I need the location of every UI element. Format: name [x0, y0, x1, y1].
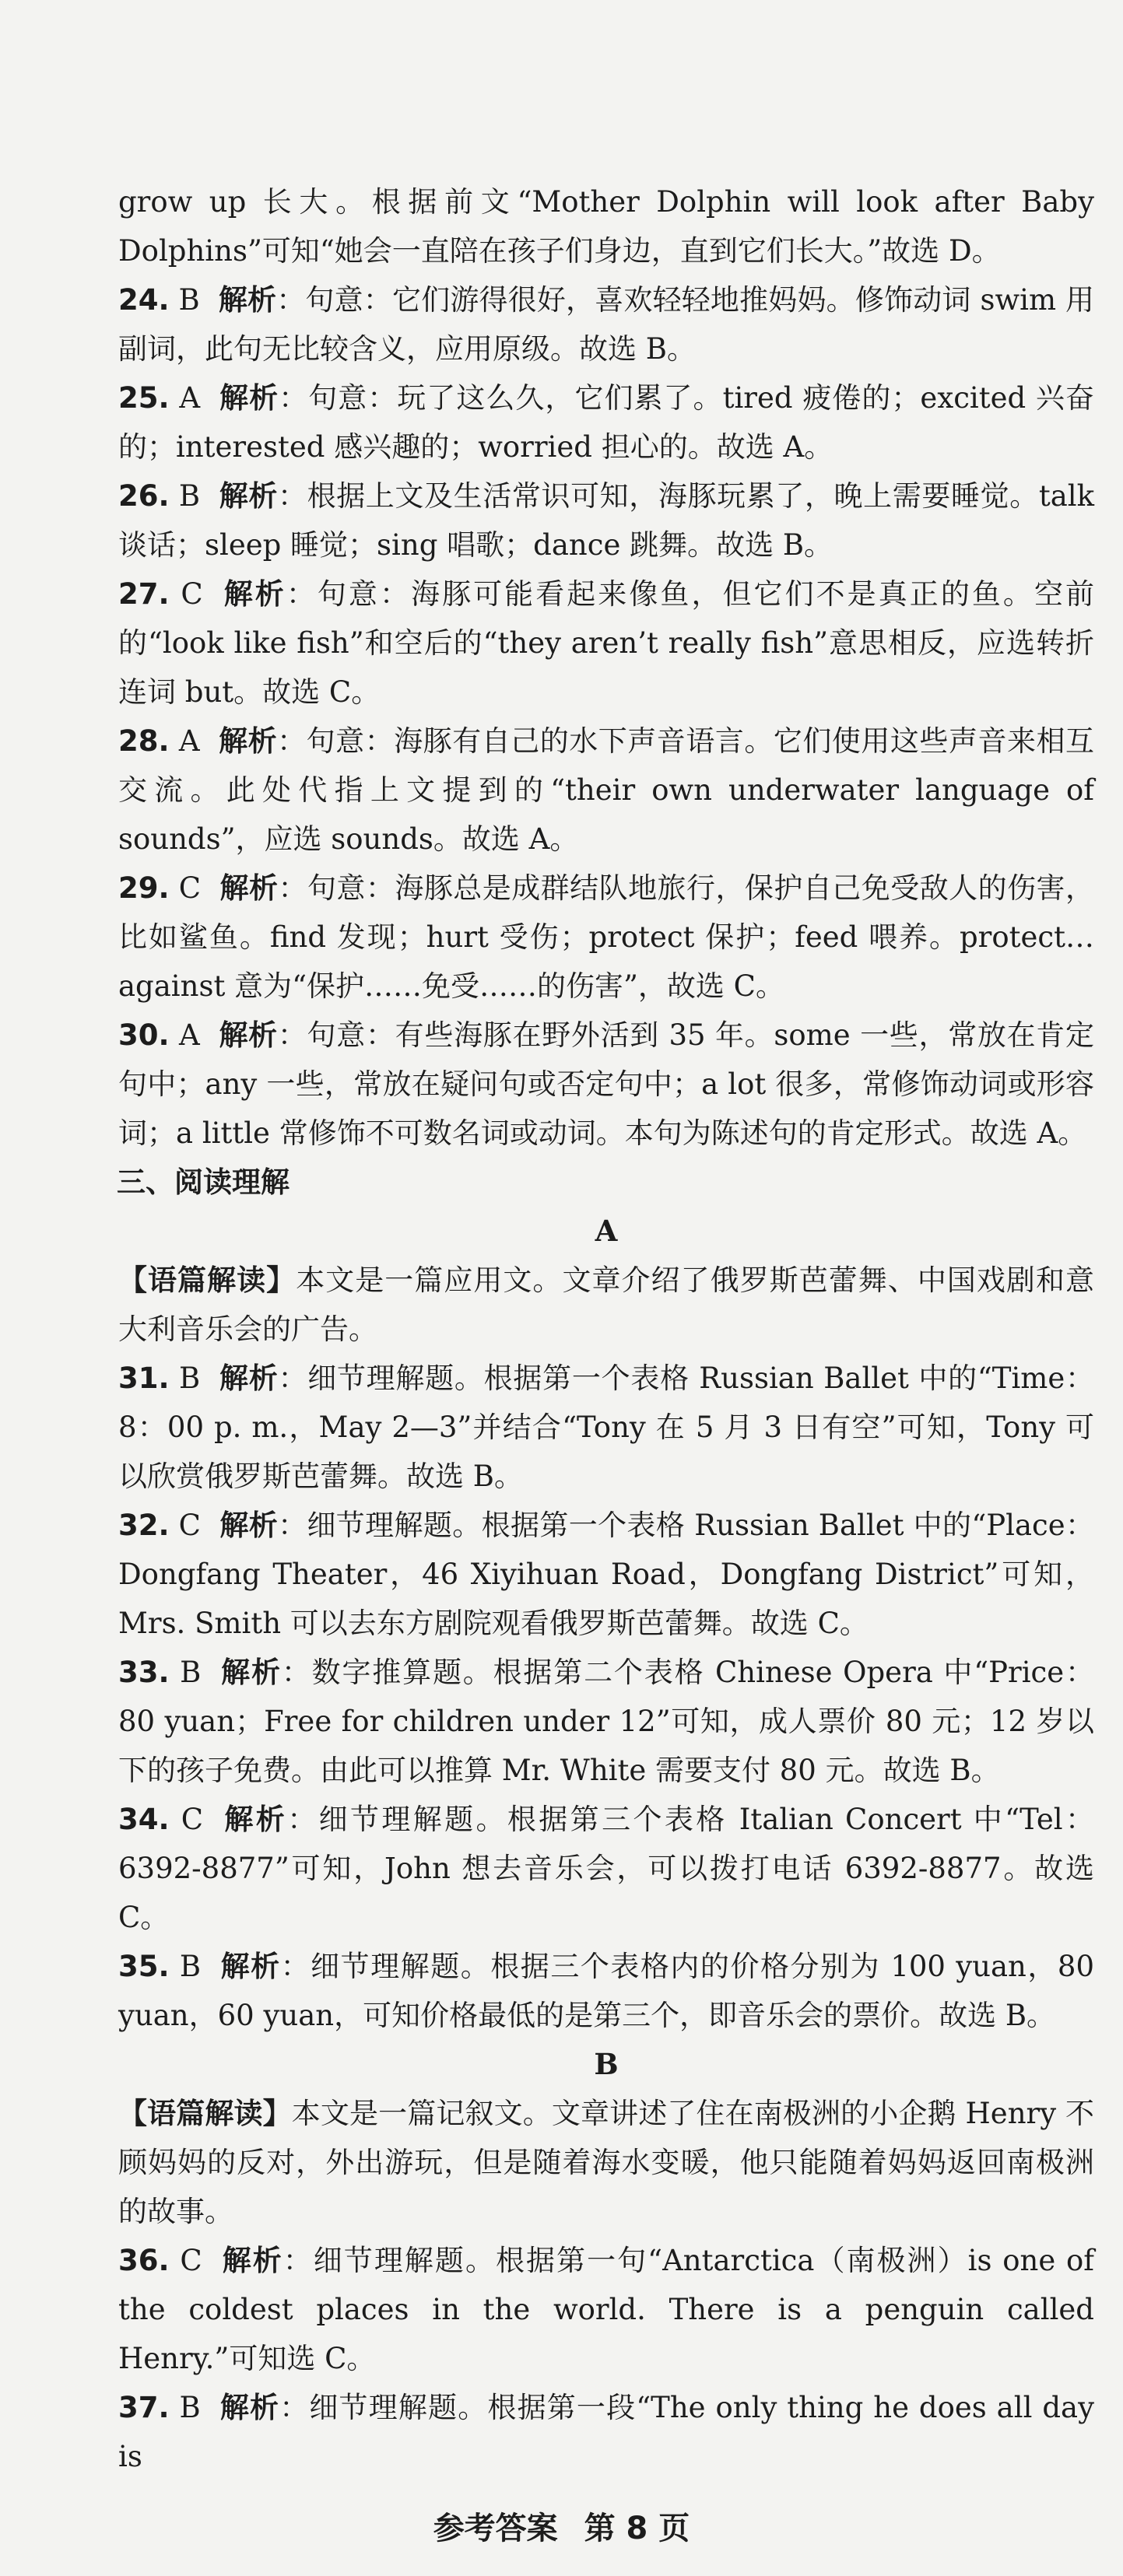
answer-page — [118, 177, 1094, 2481]
analysis-tag: 解析 — [219, 479, 278, 513]
question-number: 35. — [118, 1950, 170, 1983]
answer-item — [118, 1501, 1094, 1648]
answer-letter: A — [178, 724, 200, 758]
passage-b-summary — [118, 2089, 1094, 2236]
answer-letter: C — [181, 1803, 204, 1836]
question-number: 29. — [118, 871, 170, 905]
analysis-text: ：细节理解题。根据第一个表格 Russian Ballet 中的“Time：8：00 p. m.，May 2—3”并结合“Tony 在 5 月 3 日有空”可知，Tony 可以欣赏俄罗斯芭蕾舞。故选 B。 — [118, 1362, 1094, 1493]
answer-item — [118, 471, 1094, 570]
analysis-text: ：数字推算题。根据第二个表格 Chinese Opera 中“Price：80 yuan；Free for children under 12”可知，成人票价 80 元；12 岁以下的孩子免费。由此可以推算 Mr. White 需要支付 80 元。故选 B。 — [118, 1656, 1095, 1787]
passage-a-summary — [118, 1256, 1094, 1354]
footer-page-number: 第 8 页 — [584, 2511, 690, 2546]
analysis-tag: 解析 — [218, 1018, 278, 1052]
question-number: 25. — [118, 381, 170, 415]
answer-item — [118, 1354, 1094, 1501]
answer-letter: C — [178, 1509, 201, 1542]
analysis-text: ：细节理解题。根据第一段“The only thing he does all day is — [118, 2391, 1094, 2473]
answer-item — [118, 1011, 1094, 1158]
question-number: 30. — [118, 1018, 170, 1052]
answer-list-cloze — [118, 275, 1094, 1158]
analysis-tag: 解析 — [219, 1362, 279, 1395]
analysis-text: ：句意：它们游得很好，喜欢轻轻地推妈妈。修饰动词 swim 用副词，此句无比较含义，应用原级。故选 B。 — [118, 283, 1095, 366]
question-number: 24. — [118, 283, 170, 317]
analysis-text: ：句意：海豚可能看起来像鱼，但它们不是真正的鱼。空前的“look like fish”和空后的“they aren’t really fish”意思相反，应选转折连词 but。故选 C。 — [118, 577, 1095, 709]
analysis-tag: 解析 — [222, 1803, 288, 1836]
answer-item — [118, 373, 1094, 471]
answer-item — [118, 1795, 1094, 1942]
passage-b-title: B — [594, 2047, 619, 2081]
question-number: 26. — [118, 479, 170, 513]
answer-item — [118, 1648, 1094, 1795]
analysis-text: ：细节理解题。根据第一个表格 Russian Ballet 中的“Place：Dongfang Theater，46 Xiyihuan Road，Dongfang District”可知，Mrs. Smith 可以去东方剧院观看俄罗斯芭蕾舞。故选 C。 — [118, 1509, 1095, 1640]
question-number: 37. — [118, 2391, 170, 2424]
analysis-tag: 解析 — [218, 724, 278, 758]
answer-item — [118, 1942, 1094, 2040]
analysis-tag: 解析 — [218, 283, 277, 317]
analysis-tag: 解析 — [220, 2244, 283, 2277]
question-number: 27. — [118, 577, 170, 611]
analysis-tag: 解析 — [219, 2391, 280, 2424]
analysis-text: ：细节理解题。根据第一句“Antarctica（南极洲）is one of the coldest places in the world. There is a penguin called Henry.”可知选 C。 — [118, 2244, 1095, 2375]
analysis-text: ：句意：海豚总是成群结队地旅行，保护自己免受敌人的伤害，比如鲨鱼。find 发现；hurt 受伤；protect 保护；feed 喂养。protect…against 意为“保护……免受……的伤害”，故选 C。 — [118, 871, 1095, 1003]
answer-item — [118, 864, 1094, 1011]
answer-item — [118, 717, 1094, 864]
answer-letter: B — [180, 1656, 202, 1689]
analysis-tag: 解析 — [219, 1656, 282, 1689]
summary-tag: 【语篇解读】 — [118, 1263, 297, 1297]
answer-letter: C — [180, 2244, 202, 2277]
answer-item — [118, 2383, 1094, 2481]
answer-letter: A — [179, 381, 201, 415]
answer-item — [118, 570, 1094, 717]
passage-a-title: A — [595, 1214, 618, 1248]
answer-letter: C — [178, 871, 202, 905]
answer-letter: B — [178, 283, 200, 317]
analysis-text: ：句意：有些海豚在野外活到 35 年。some 一些，常放在肯定句中；any 一些，常放在疑问句或否定句中；a lot 很多，常修饰动词或形容词；a little 常修饰不可数名词或动词。本句为陈述句的肯定形式。故选 A。 — [118, 1018, 1095, 1150]
answer-item — [118, 2236, 1094, 2383]
analysis-text: ：句意：玩了这么久，它们累了。tired 疲倦的；excited 兴奋的；interested 感兴趣的；worried 担心的。故选 A。 — [118, 381, 1095, 464]
analysis-tag: 解析 — [219, 381, 279, 415]
question-number: 34. — [118, 1803, 170, 1836]
analysis-tag: 解析 — [219, 1950, 281, 1983]
question-number: 33. — [118, 1656, 170, 1689]
summary-text: 本文是一篇记叙文。文章讲述了住在南极洲的小企鹅 Henry 不顾妈妈的反对，外出游玩，但是随着海水变暖，他只能随着妈妈返回南极洲的故事。 — [118, 2097, 1095, 2228]
answer-letter: B — [178, 479, 201, 513]
analysis-text: ：根据上文及生活常识可知，海豚玩累了，晚上需要睡觉。talk 谈话；sleep 睡觉；sing 唱歌；dance 跳舞。故选 B。 — [118, 479, 1095, 562]
analysis-text: ：细节理解题。根据第三个表格 Italian Concert 中“Tel：6392-8877”可知，John 想去音乐会，可以拨打电话 6392-8877。故选 C。 — [118, 1803, 1094, 1934]
answer-letter: A — [179, 1018, 200, 1052]
analysis-tag: 解析 — [219, 871, 279, 905]
analysis-text: ：句意：海豚有自己的水下声音语言。它们使用这些声音来相互交流。此处代指上文提到的“their own underwater language of sounds”，应选 sounds。故选 A。 — [118, 724, 1095, 856]
analysis-tag: 解析 — [221, 577, 286, 611]
section-title: 三、阅读理解 — [117, 1165, 290, 1199]
answer-list-reading-a — [118, 1354, 1094, 2040]
question-number: 36. — [118, 2244, 170, 2277]
answer-item — [118, 275, 1094, 373]
question-number: 32. — [118, 1509, 170, 1542]
page-footer — [0, 2504, 1123, 2548]
summary-text: 本文是一篇应用文。文章介绍了俄罗斯芭蕾舞、中国戏剧和意大利音乐会的广告。 — [118, 1263, 1094, 1346]
intro-text: grow up 长大。根据前文“Mother Dolphin will look after Baby Dolphins”可知“她会一直陪在孩子们身边，直到它们长大。”故选 D。 — [118, 185, 1094, 268]
analysis-tag: 解析 — [219, 1509, 279, 1542]
answer-letter: B — [179, 1950, 202, 1983]
answer-list-reading-b — [118, 2236, 1094, 2481]
analysis-text: ：细节理解题。根据三个表格内的价格分别为 100 yuan，80 yuan，60 yuan，可知价格最低的是第三个，即音乐会的票价。故选 B。 — [118, 1950, 1095, 2032]
question-number: 28. — [118, 724, 170, 758]
question-number: 31. — [118, 1362, 170, 1395]
footer-label: 参考答案 — [433, 2511, 558, 2546]
summary-tag: 【语篇解读】 — [118, 2097, 292, 2130]
answer-letter: B — [179, 2391, 201, 2424]
answer-letter: B — [179, 1362, 201, 1395]
answer-letter: C — [181, 577, 203, 611]
